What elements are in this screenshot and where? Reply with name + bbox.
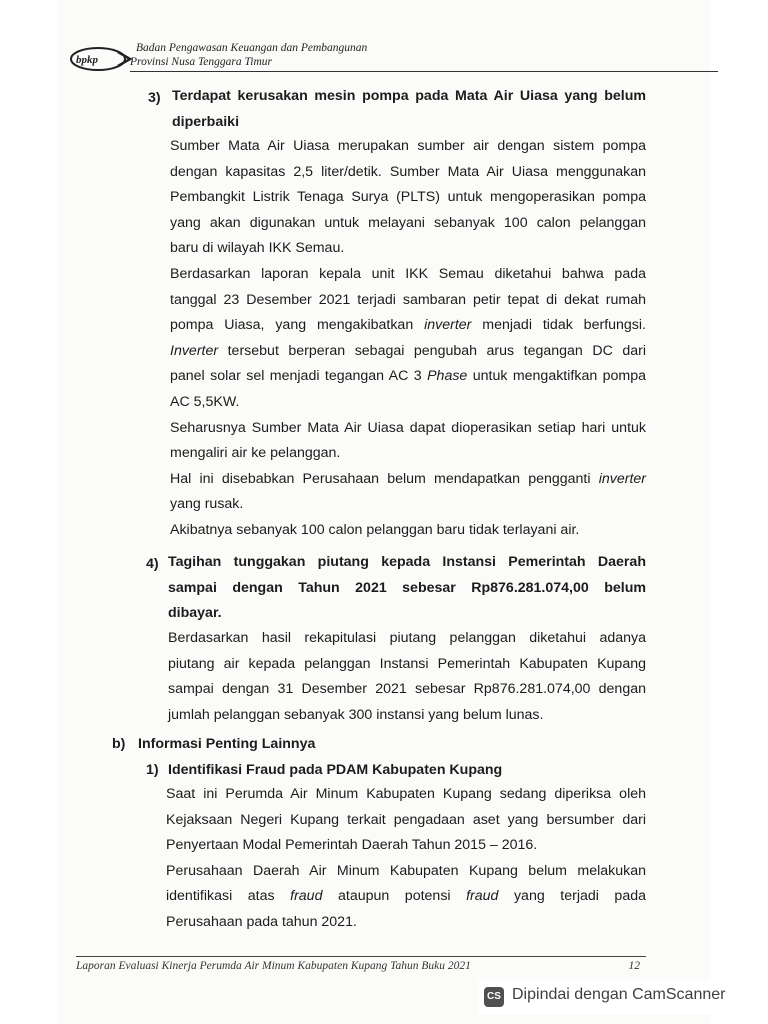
logo-text: bpkp <box>76 54 98 66</box>
paragraph-line: AC 5,5KW. <box>170 393 240 410</box>
paragraph-line: Penyertaan Modal Pemerintah Daerah Tahun 2015 – 2016. <box>166 837 538 854</box>
paragraph-line: Perusahaan Daerah Air Minum Kabupaten Kupang belum melakukan <box>166 862 646 879</box>
camscanner-watermark <box>478 980 748 1014</box>
page-footer <box>76 956 646 974</box>
footer-title: Laporan Evaluasi Kinerja Perumda Air Minum Kabupaten Kupang Tahun Buku 2021 <box>76 960 471 972</box>
paragraph-line: jumlah pelanggan sebanyak 300 instansi yang belum lunas. <box>168 706 544 723</box>
section-4-title <box>168 550 646 627</box>
camscanner-label: Dipindai dengan CamScanner <box>512 986 726 1003</box>
section-b-title: Informasi Penting Lainnya <box>138 736 316 752</box>
section-b1-number: 1) <box>146 762 159 778</box>
section-3-title-line1: Terdapat kerusakan mesin pompa pada Mata Air Uiasa yang belum <box>172 88 646 104</box>
camscanner-icon: CS <box>484 987 504 1007</box>
section-3-number: 3) <box>148 90 161 106</box>
page-number: 12 <box>628 960 640 972</box>
section-b1-title: Identifikasi Fraud pada PDAM Kabupaten Kupang <box>168 762 503 778</box>
section-4-number: 4) <box>146 556 159 572</box>
footer-divider <box>76 956 646 957</box>
section-4-title-line2: sampai dengan Tahun 2021 sebesar Rp876.281.074,00 belum <box>168 579 646 596</box>
paragraph-line: Saat ini Perumda Air Minum Kabupaten Kupang sedang diperiksa oleh <box>166 786 646 802</box>
paragraph-line: Berdasarkan laporan kepala unit IKK Semau diketahui bahwa pada <box>170 265 646 282</box>
paragraph-line: Kejaksaan Negeri Kupang terkait pengadaan aset yang bersumber dari <box>166 811 646 828</box>
paragraph-line: Pembangkit Listrik Tenaga Surya (PLTS) untuk mengoperasikan pompa <box>170 189 646 206</box>
paragraph-line: dengan kapasitas 2,5 liter/detik. Sumber Mata Air Uiasa menggunakan <box>170 163 646 180</box>
paragraph-line: piutang air kepada pelanggan Instansi Pemerintah Kabupaten Kupang <box>168 655 646 672</box>
page-header <box>70 38 650 76</box>
org-name-line1: Badan Pengawasan Keuangan dan Pembangunan <box>136 42 368 54</box>
paragraph-line: pompa Uiasa, yang mengakibatkan inverter menjadi tidak berfungsi. <box>170 317 646 334</box>
right-margin <box>710 0 768 1024</box>
paragraph-line: mengaliri air ke pelanggan. <box>170 445 341 462</box>
paragraph-line: Berdasarkan hasil rekapitulasi piutang pelanggan diketahui adanya <box>168 630 646 646</box>
paragraph-line: identifikasi atas fraud ataupun potensi fraud yang terjadi pada <box>166 888 646 905</box>
paragraph-line: Sumber Mata Air Uiasa merupakan sumber air dengan sistem pompa <box>170 138 646 154</box>
org-name-line2: Provinsi Nusa Tenggara Timur <box>130 56 272 68</box>
paragraph-line: Perusahaan pada tahun 2021. <box>166 913 357 930</box>
paragraph-line: Seharusnya Sumber Mata Air Uiasa dapat dioperasikan setiap hari untuk <box>170 419 646 436</box>
bpkp-logo-icon <box>70 46 134 72</box>
paragraph-line: yang rusak. <box>170 496 244 513</box>
section-b-number: b) <box>112 736 126 752</box>
paragraph-line: tanggal 23 Desember 2021 terjadi sambaran petir tepat di dekat rumah <box>170 291 646 308</box>
paragraph-line: Akibatnya sebanyak 100 calon pelanggan baru tidak terlayani air. <box>170 521 580 538</box>
section-4-body <box>168 626 646 728</box>
paragraph-line: Inverter tersebut berperan sebagai pengubah arus tegangan DC dari <box>170 342 646 359</box>
section-4-title-line3: dibayar. <box>168 605 222 622</box>
header-divider <box>130 71 718 72</box>
paragraph-line: baru di wilayah IKK Semau. <box>170 240 345 257</box>
section-3-title-line2: diperbaiki <box>172 113 240 130</box>
paragraph-line: Hal ini disebabkan Perusahaan belum mendapatkan pengganti inverter <box>170 470 646 487</box>
section-3-title <box>172 84 646 135</box>
section-b1-body <box>166 782 646 936</box>
paragraph-line: panel solar sel menjadi tegangan AC 3 Phase untuk mengaktifkan pompa <box>170 368 647 385</box>
section-4-title-line1: Tagihan tunggakan piutang kepada Instansi Pemerintah Daerah <box>168 554 646 570</box>
section-3-body <box>170 134 646 544</box>
left-margin <box>0 0 58 1024</box>
paragraph-line: yang akan digunakan untuk melayani sebanyak 100 calon pelanggan <box>170 214 646 231</box>
paragraph-line: sampai dengan 31 Desember 2021 sebesar Rp876.281.074,00 dengan <box>168 681 646 698</box>
